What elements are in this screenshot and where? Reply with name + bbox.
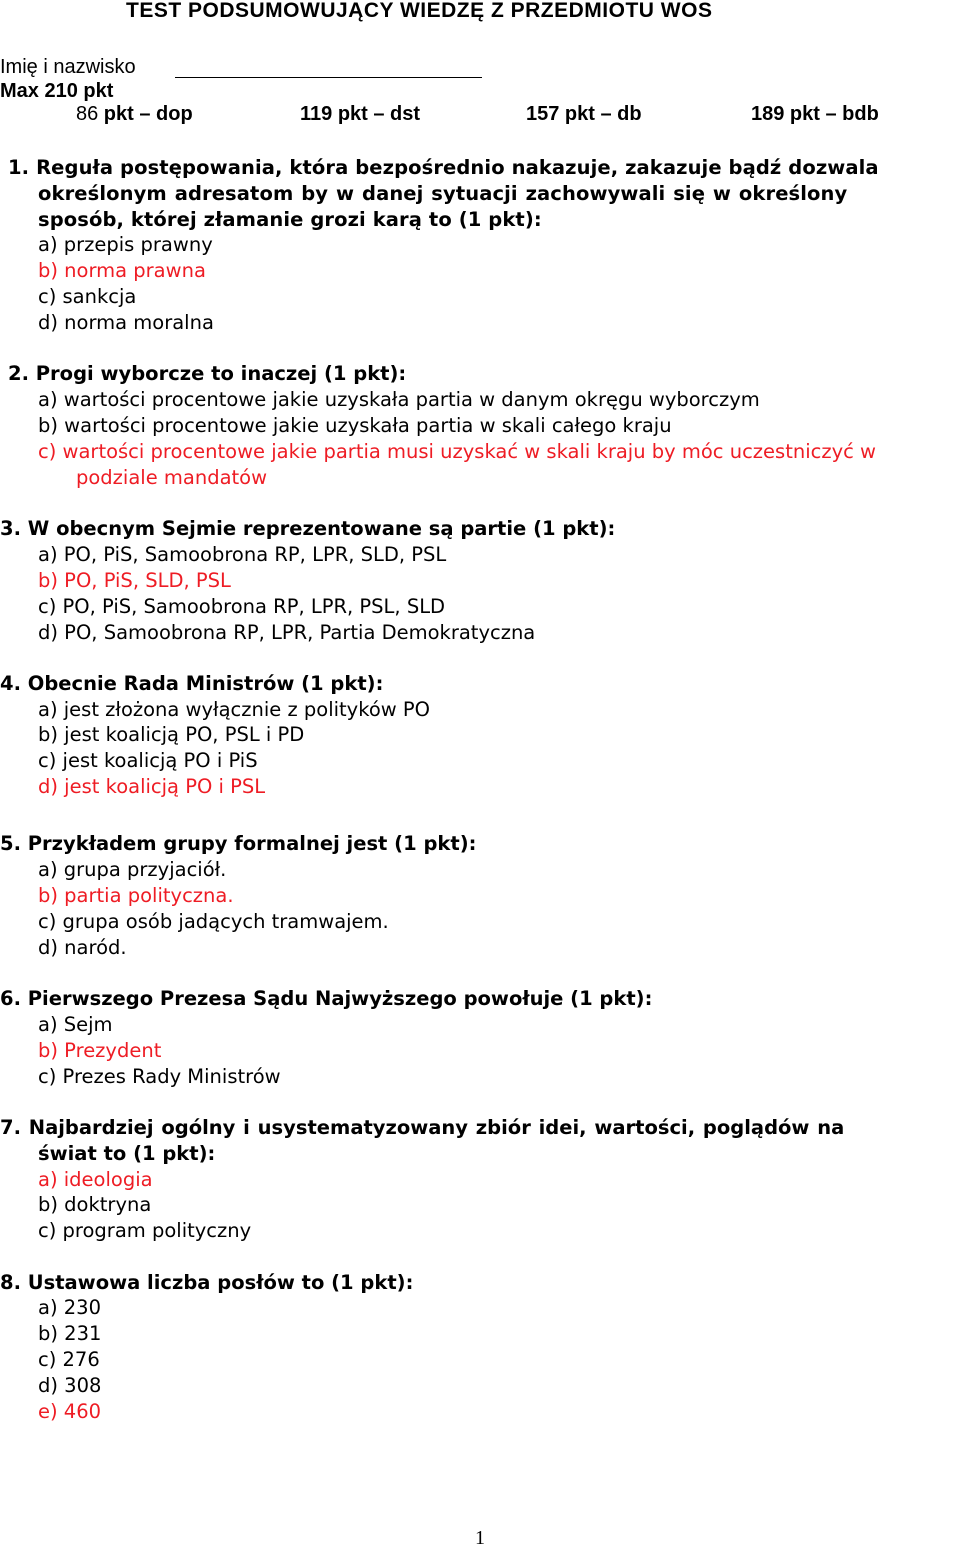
question-6-text: 6. Pierwszego Prezesa Sądu Najwyższego powołuje (1 pkt): [0, 987, 653, 1010]
question-1-answer-a[interactable]: a) przepis prawny [38, 233, 213, 256]
question-3-text: 3. W obecnym Sejmie reprezentowane są partie (1 pkt): [0, 517, 616, 540]
question-4-answer-a[interactable]: a) jest złożona wyłącznie z polityków PO [38, 698, 431, 721]
question-5-answer-c[interactable]: c) grupa osób jadących tramwajem. [38, 910, 389, 933]
question-6-answer-a[interactable]: a) Sejm [38, 1013, 113, 1036]
question-1-answer-d[interactable]: d) norma moralna [38, 311, 214, 334]
question-8-answer-c[interactable]: c) 276 [38, 1348, 100, 1371]
question-7-line-2: świat to (1 pkt): [38, 1142, 216, 1165]
question-8-answer-b[interactable]: b) 231 [38, 1322, 102, 1345]
question-1-answer-b[interactable]: b) norma prawna [38, 259, 206, 282]
question-2-answer-a[interactable]: a) wartości procentowe jakie uzyskała partia w danym okręgu wyborczym [38, 388, 760, 411]
question-7-answer-c[interactable]: c) program polityczny [38, 1219, 252, 1242]
question-8-answer-a[interactable]: a) 230 [38, 1296, 101, 1319]
question-3-answer-a[interactable]: a) PO, PiS, Samoobrona RP, LPR, SLD, PSL [38, 543, 447, 566]
question-5-answer-d[interactable]: d) naród. [38, 936, 127, 959]
question-2-text: 2. Progi wyborcze to inaczej (1 pkt): [8, 362, 407, 385]
question-4-text: 4. Obecnie Rada Ministrów (1 pkt): [0, 672, 384, 695]
question-5-answer-a[interactable]: a) grupa przyjaciół. [38, 858, 227, 881]
question-1-answer-c[interactable]: c) sankcja [38, 285, 137, 308]
question-6-answer-c[interactable]: c) Prezes Rady Ministrów [38, 1065, 281, 1088]
question-7-answer-a[interactable]: a) ideologia [38, 1168, 153, 1191]
question-4-answer-b[interactable]: b) jest koalicją PO, PSL i PD [38, 723, 305, 746]
grade-dop: 86 pkt – dop [76, 103, 193, 125]
question-8-answer-e[interactable]: e) 460 [38, 1400, 102, 1423]
question-2-answer-b[interactable]: b) wartości procentowe jakie uzyskała partia w skali całego kraju [38, 414, 672, 437]
name-field[interactable] [175, 77, 482, 78]
question-8-text: 8. Ustawowa liczba posłów to (1 pkt): [0, 1271, 414, 1294]
max-points: Max 210 pkt [0, 80, 114, 102]
grade-db: 157 pkt – db [526, 103, 642, 125]
grade-bdb: 189 pkt – bdb [751, 103, 879, 125]
page-number: 1 [475, 1527, 485, 1549]
question-1-line-2: określonym adresatom by w danej sytuacji zachowywali się w określony [38, 182, 848, 205]
question-3-answer-c[interactable]: c) PO, PiS, Samoobrona RP, LPR, PSL, SLD [38, 595, 446, 618]
question-6-answer-b[interactable]: b) Prezydent [38, 1039, 162, 1062]
question-5-answer-b[interactable]: b) partia polityczna. [38, 884, 234, 907]
question-7-line-1: 7. Najbardziej ogólny i usystematyzowany zbiór idei, wartości, poglądów na [0, 1116, 845, 1139]
question-1-line-1: 1. Reguła postępowania, która bezpośrednio nakazuje, zakazuje bądź dozwala [8, 156, 879, 179]
question-1-line-3: sposób, której złamanie grozi karą to (1 pkt): [38, 208, 542, 231]
question-3-answer-d[interactable]: d) PO, Samoobrona RP, LPR, Partia Demokratyczna [38, 621, 536, 644]
question-7-answer-b[interactable]: b) doktryna [38, 1193, 152, 1216]
question-2-answer-c-cont[interactable]: podziale mandatów [76, 466, 268, 489]
question-8-answer-d[interactable]: d) 308 [38, 1374, 102, 1397]
question-3-answer-b[interactable]: b) PO, PiS, SLD, PSL [38, 569, 231, 592]
question-5-text: 5. Przykładem grupy formalnej jest (1 pkt): [0, 832, 477, 855]
question-4-answer-c[interactable]: c) jest koalicją PO i PiS [38, 749, 258, 772]
question-2-answer-c[interactable]: c) wartości procentowe jakie partia musi uzyskać w skali kraju by móc uczestniczyć w [38, 440, 876, 463]
document-title: TEST PODSUMOWUJĄCY WIEDZĘ Z PRZEDMIOTU WOS [126, 0, 713, 22]
name-label: Imię i nazwisko [0, 56, 136, 78]
grade-dst: 119 pkt – dst [300, 103, 421, 125]
question-4-answer-d[interactable]: d) jest koalicją PO i PSL [38, 775, 266, 798]
